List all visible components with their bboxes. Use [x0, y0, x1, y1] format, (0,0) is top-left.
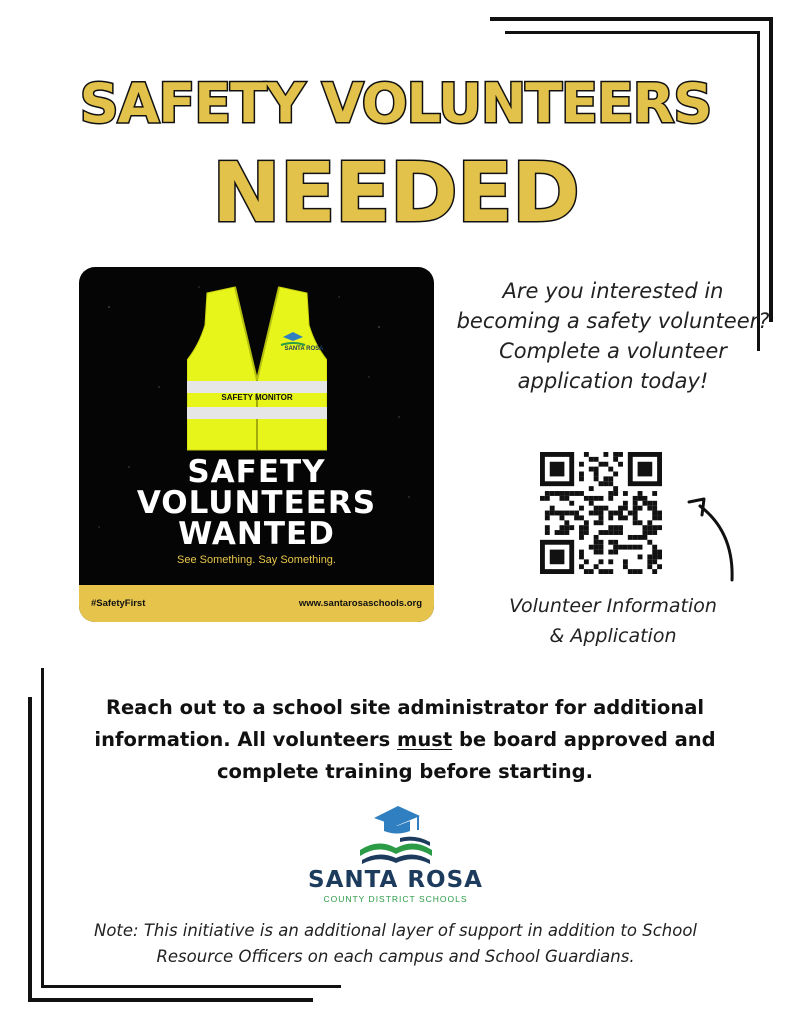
headline-line-2: NEEDED	[212, 146, 579, 241]
reach-text-before: Reach out to a school site administrator for additional information. All volunteers	[94, 696, 705, 751]
poster-title-line-1: SAFETY	[187, 454, 326, 490]
corner-line-bottom-inner	[41, 985, 341, 988]
corner-line-left-inner	[41, 668, 44, 988]
corner-line-left-outer	[28, 697, 32, 1002]
safety-poster	[79, 267, 434, 622]
poster-hashtag: #SafetyFirst	[91, 598, 146, 609]
corner-line-bottom-outer	[28, 998, 313, 1002]
headline-line-1: SAFETY VOLUNTEERS	[79, 72, 712, 135]
reach-text-emphasis: must	[397, 728, 453, 751]
intro-text: Are you interested in becoming a safety volunteer? Complete a volunteer application today!	[456, 279, 770, 393]
reach-text-after: be board approved and complete training before starting.	[216, 728, 716, 783]
qr-caption	[449, 591, 777, 651]
corner-line-top-inner	[505, 31, 760, 34]
footer-note: Note: This initiative is an additional layer of support in addition to School Resource Officers on each campus and School Guardians.	[93, 921, 697, 966]
poster-footer	[79, 585, 434, 622]
district-logo-icon	[360, 804, 432, 866]
corner-line-top-outer	[490, 17, 773, 21]
reach-out-paragraph	[60, 692, 750, 788]
poster-website: www.santarosaschools.org	[298, 598, 422, 609]
qr-caption-line-1: Volunteer Information	[509, 595, 717, 617]
logo-name: SANTA ROSA	[308, 867, 483, 893]
poster-title-line-2: VOLUNTEERS	[136, 485, 377, 521]
qr-caption-line-2: & Application	[549, 625, 677, 647]
poster-title-line-3: WANTED	[178, 516, 335, 552]
safety-vest-image	[187, 285, 327, 455]
curved-arrow-icon	[686, 496, 736, 582]
qr-code[interactable]	[540, 452, 662, 574]
vest-label: SAFETY MONITOR	[221, 393, 293, 402]
poster-tagline: See Something. Say Something.	[177, 554, 336, 566]
vest-logo-text: SANTA ROSA	[284, 346, 324, 352]
logo-subtitle: COUNTY DISTRICT SCHOOLS	[323, 894, 468, 904]
